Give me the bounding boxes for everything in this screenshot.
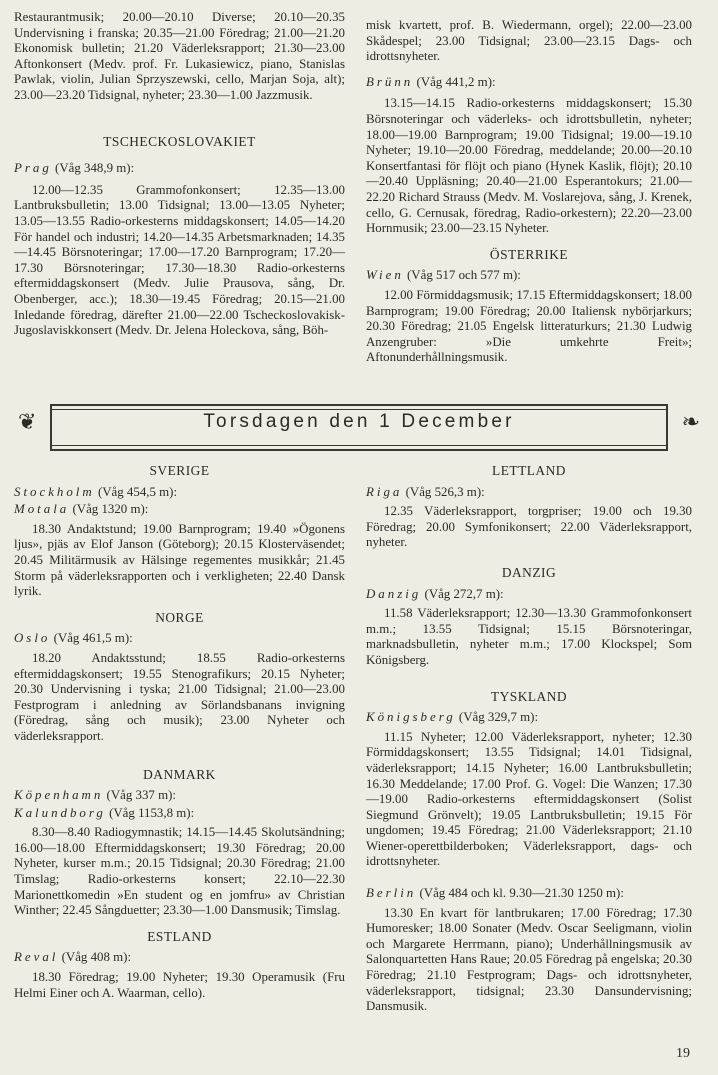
station-line: [14, 161, 345, 177]
station-name: Motala: [14, 502, 70, 517]
station-line: [14, 950, 345, 966]
station-name: Brünn: [366, 74, 414, 89]
station-name: Berlin: [366, 886, 417, 901]
station-line: [366, 587, 692, 603]
top-left-column: [14, 10, 345, 339]
station-wave: (Våg 461,5 m):: [53, 631, 133, 646]
program-paragraph: 13.30 En kvart för lantbrukaren; 17.00 Föredrag; 17.30 Humoresker; 18.00 Sonater (Medv. Oscar Seeligmann, violin och Margarete Herrmann, piano); Underhållningsmusik av Salonquartetten Hans Raue; 20.05 Föredrag på engelska; 20.30 Föredrag; 21.10 Festprogram; Dags- och idrottsnyheter, väderleksrapport, tidsignal; 23.30 Dansundervisning; Dansmusik.: [366, 905, 692, 1014]
station-name: Königsberg: [366, 710, 456, 725]
top-right-column: [366, 18, 692, 366]
program-paragraph: 12.35 Väderleksrapport, torgpriser; 19.00 och 19.30 Föredrag; 20.00 Symfonikonsert; 22.00 Väderleksrapport, nyheter.: [366, 504, 692, 550]
banner-rule: [50, 449, 668, 451]
program-paragraph: 11.58 Väderleksrapport; 12.30—13.30 Grammofonkonsert m.m.; 13.55 Tidsignal; 15.15 Börsnoteringar, marknadsbulletin, nyheter m.m.; 17.00 Klockspel; Som Königsberg.: [366, 606, 692, 667]
program-paragraph: 12.00—12.35 Grammofonkonsert; 12.35—13.00 Lantbruksbulletin; 13.00 Tidsignal; 13.00—13.05 Nyheter; 13.05—13.55 Radio-orkesterns middagskonsert; 14.05—14.20 För handel och industri; 14.20—14.35 Arbetsmarknaden; 14.35—14.45 Börsnoteringar; 17.00—17.20 Barnprogram; 17.20—17.30 Börsnoteringar; 17.30—18.30 Radio-orkesterns eftermiddagskonsert (Medv. Julie Prausova, sång, Dr. Obenberger, acc.); 18.30—19.45 Föredrag; 20.15—21.00 Inledande föredrag, därefter 21.00—22.00 Tscheckoslovakisk-Jugoslaviskkonsert (Medv. Dr. Jelena Holeckova, sång, Böh-: [14, 182, 345, 338]
station-name: Köpenhamn: [14, 788, 104, 803]
country-heading: DANMARK: [143, 766, 216, 782]
station-name: Kalundborg: [14, 805, 106, 820]
station-wave: (Våg 337 m):: [106, 788, 176, 803]
station-line: [14, 788, 345, 804]
country-heading: TSCHECKOSLOVAKIET: [103, 133, 256, 149]
station-line: [14, 502, 345, 518]
country-heading: SVERIGE: [149, 463, 210, 478]
banner-rule: [50, 445, 668, 446]
bottom-left-column: [14, 463, 345, 1001]
station-wave: (Våg 272,7 m):: [424, 586, 504, 601]
station-wave: (Våg 454,5 m):: [97, 484, 178, 499]
station-name: Oslo: [14, 631, 51, 646]
bottom-right-column: [366, 463, 692, 1015]
day-banner: [14, 396, 704, 454]
station-wave: (Våg 526,3 m):: [405, 484, 485, 499]
station-wave: (Våg 329,7 m):: [458, 710, 539, 725]
program-paragraph: 18.20 Andaktsstund; 18.55 Radio-orkesterns eftermiddagskonsert; 19.55 Stenografikurs; 20.15 Nyheter; 20.30 Undervisning i tyska; 21.00 Tidsignal; 21.00—23.00 Festprogram i anledning av Sörlandsbanans invigning (Föredrag, sång och musik); 23.00 Nyheter och väderleksrapport.: [14, 650, 345, 743]
station-line: [14, 806, 345, 822]
program-paragraph: 8.30—8.40 Radiogymnastik; 14.15—14.45 Skolutsändning; 16.00—18.00 Eftermiddagskonsert; 19.30 Föredrag; 20.00 Nyheter, kurser m.m.; 20.15 Tidsignal; 20.30 Föredrag; 21.00 Timslag; Radio-orkesterns konsert; 22.10—22.30 Marionettkomedin »En student og en jomfru» av Christian Winther; 22.45 Sångduetter; 23.30—1.00 Dansmusik; Timslag.: [14, 825, 345, 918]
station-name: Riga: [366, 484, 403, 499]
program-paragraph: 12.00 Förmiddagsmusik; 17.15 Eftermiddagskonsert; 18.00 Barnprogram; 19.00 Föredrag; 20.00 Italiensk nybörjarkurs; 20.30 Föredrag; 21.05 Engelsk litteraturkurs; 21.30 Ludwig Anzengruber: »Die umkehrte Freit»; Aftonunderhållningsmusik.: [366, 287, 692, 365]
station-wave: (Våg 348,9 m):: [55, 161, 135, 176]
program-paragraph: 11.15 Nyheter; 12.00 Väderleksrapport, nyheter; 12.30 Förmiddagskonsert; 13.55 Tidsignal; 14.01 Tidsignal, väderleksrapport; 14.15 Nyheter; 16.00 Lantbruksbulletin; 16.30 Meddelande; 17.00 Prof. G. Vogel: Die Wanzen; 17.30—19.00 Radio-orkesterns eftermiddagskonsert (Solist Siegmund Grönvelt); 19.05 Lantbruksbulletin; 19.15 För ungdomen; 19.45 Föredrag; 21.00 Väderleksrapport; 21.10 Wiener-operettbilderboken; Väderleksrapport, dags- och idrottsnyheter.: [366, 729, 692, 869]
page-number: 19: [676, 1046, 690, 1061]
banner-rule: [50, 409, 668, 410]
day-title: Torsdagen den 1 December: [203, 411, 515, 432]
station-name: Danzig: [366, 586, 422, 601]
program-paragraph: Restaurantmusik; 20.00—20.10 Diverse; 20.10—20.35 Undervisning i franska; 20.35—21.00 Föredrag; 21.00—21.20 Ekonomisk bulletin; 21.20 Väderleksrapport; 21.30—23.00 Aftonkonsert (Medv. prof. Fr. Lukasiewicz, piano, Stanislas Pawlak, violin, Julian Sprzyszewski, cello, Marjan Soja, alt); 23.00—23.20 Tidsignal, nyheter; 23.30—1.00 Jazzmusik.: [14, 10, 345, 102]
country-heading: ESTLAND: [147, 928, 212, 944]
program-paragraph: 13.15—14.15 Radio-orkesterns middagskonsert; 15.30 Börsnoteringar och väderleks- och idrottsbulletin, nyheter; 18.00—19.00 Barnprogram; 19.00 Tidsignal; 19.00—19.10 Nyheter; 19.10—20.00 Föredrag, meddelande; 20.00—20.10 Konsertfantasi för flöjt och piano (Hynek Kaslik, flöjt); 20.10—20.40 Uppläsning; 20.40—21.00 Esperantokurs; 21.00—22.20 Richard Strauss (Medv. M. Voslarejova, sång, J. Krenek, cello, G. Cernusak, föredrag, Radio-orkestern); 22.20—23.00 Hornmusik; 23.00—23.15 Nyheter.: [366, 96, 692, 236]
country-heading: TYSKLAND: [490, 688, 568, 704]
station-line: [366, 268, 692, 284]
station-line: [14, 485, 345, 501]
station-name: Prag: [14, 161, 52, 176]
ornament-left-icon: ❦: [18, 410, 37, 435]
country-heading: LETTLAND: [492, 463, 566, 478]
station-line: [366, 485, 692, 501]
station-wave: (Våg 1153,8 m):: [109, 805, 195, 820]
program-paragraph: misk kvartett, prof. B. Wiedermann, orgel); 22.00—23.00 Skådespel; 23.00 Tidsignal; 23.00—23.15 Dags- och idrottsnyheter.: [366, 18, 692, 64]
ornament-right-icon: ❧: [681, 410, 700, 435]
country-heading: DANZIG: [501, 564, 557, 580]
banner-rule: [50, 404, 668, 406]
station-wave: (Våg 408 m):: [61, 950, 132, 965]
program-paragraph: 18.30 Föredrag; 19.00 Nyheter; 19.30 Operamusik (Fru Helmi Einer och A. Waarman, cello).: [14, 970, 345, 1000]
station-wave: (Våg 517 och 577 m):: [407, 268, 521, 283]
station-line: [366, 710, 692, 726]
station-name: Reval: [14, 950, 59, 965]
station-wave: (Våg 484 och kl. 9.30—21.30 1250 m):: [419, 886, 624, 901]
country-heading: NORGE: [155, 609, 204, 625]
country-heading: ÖSTERRIKE: [489, 246, 569, 262]
station-line: [14, 631, 345, 647]
station-wave: (Våg 441,2 m):: [416, 74, 496, 89]
station-line: [366, 75, 692, 91]
station-line: [366, 886, 692, 902]
program-paragraph: 18.30 Andaktstund; 19.00 Barnprogram; 19.40 »Ögonens ljus», pjäs av Elof Janson (Göteborg); 20.15 Klosterväsendet; 20.45 Militärmusik av Hälsinge regementes musikkår; 21.45 Storm på väderleksrapporten och i verkligheten; 22.40 Dansk lyrik.: [14, 521, 345, 599]
station-wave: (Våg 1320 m):: [72, 502, 149, 517]
station-name: Stockholm: [14, 484, 95, 499]
station-name: Wien: [366, 268, 404, 283]
